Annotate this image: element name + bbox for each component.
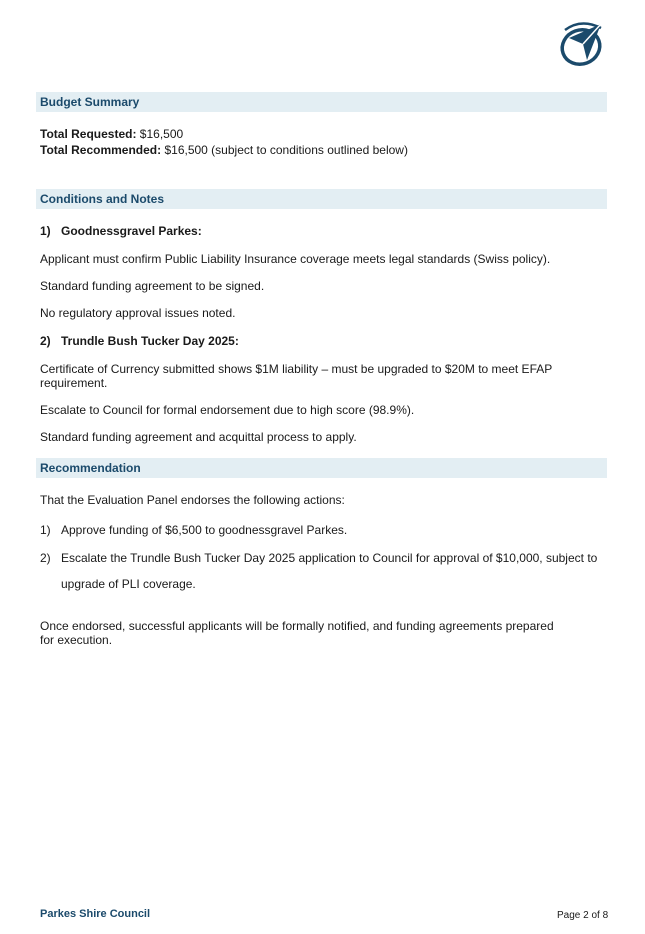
total-recommended [40,143,600,157]
recommendation-closing: Once endorsed, successful applicants will be formally notified, and funding agreements prepared for execution. [40,619,554,647]
condition-item-name: Goodnessgravel Parkes: [61,224,202,238]
action-text: Approve funding of $6,500 to goodnessgravel Parkes. [61,523,348,537]
condition-note: Escalate to Council for formal endorsement due to high score (98.9%). [40,403,415,417]
parkes-shire-logo-icon [557,20,607,68]
condition-note: Applicant must confirm Public Liability Insurance coverage meets legal standards (Swiss policy). [40,252,551,266]
condition-note: Standard funding agreement to be signed. [40,279,265,293]
total-recommended-value: $16,500 (subject to conditions outlined below) [164,143,408,157]
section-heading: Recommendation [40,461,141,475]
condition-note: No regulatory approval issues noted. [40,306,236,320]
total-requested-value: $16,500 [139,127,184,141]
condition-note: Standard funding agreement and acquittal process to apply. [40,430,357,444]
section-heading: Budget Summary [40,95,140,109]
action-text: Escalate the Trundle Bush Tucker Day 2025 application to Council for approval of $10,000, subject to [61,551,598,565]
action-text-continued: upgrade of PLI coverage. [61,577,196,591]
footer-org-name: Parkes Shire Council [40,908,151,920]
condition-item-2-title [40,334,600,348]
recommendation-action [40,551,620,565]
condition-item-1-title [40,224,600,238]
total-requested [40,127,600,141]
recommendation-intro: That the Evaluation Panel endorses the following actions: [40,493,345,507]
total-requested-label: Total Requested: [40,127,137,141]
condition-item-number: 2) [40,334,51,348]
action-number: 1) [40,523,51,537]
conditions-header [36,189,607,209]
total-recommended-label: Total Recommended: [40,143,162,157]
condition-item-name: Trundle Bush Tucker Day 2025: [61,334,239,348]
condition-note: Certificate of Currency submitted shows $1M liability – must be upgraded to $20M to meet EFAP requirement. [40,362,553,390]
section-heading: Conditions and Notes [40,192,164,206]
recommendation-header [36,458,607,478]
budget-summary-header [36,92,607,112]
recommendation-action [40,523,600,537]
action-number: 2) [40,551,51,565]
condition-item-number: 1) [40,224,51,238]
page-number: Page 2 of 8 [557,910,609,921]
